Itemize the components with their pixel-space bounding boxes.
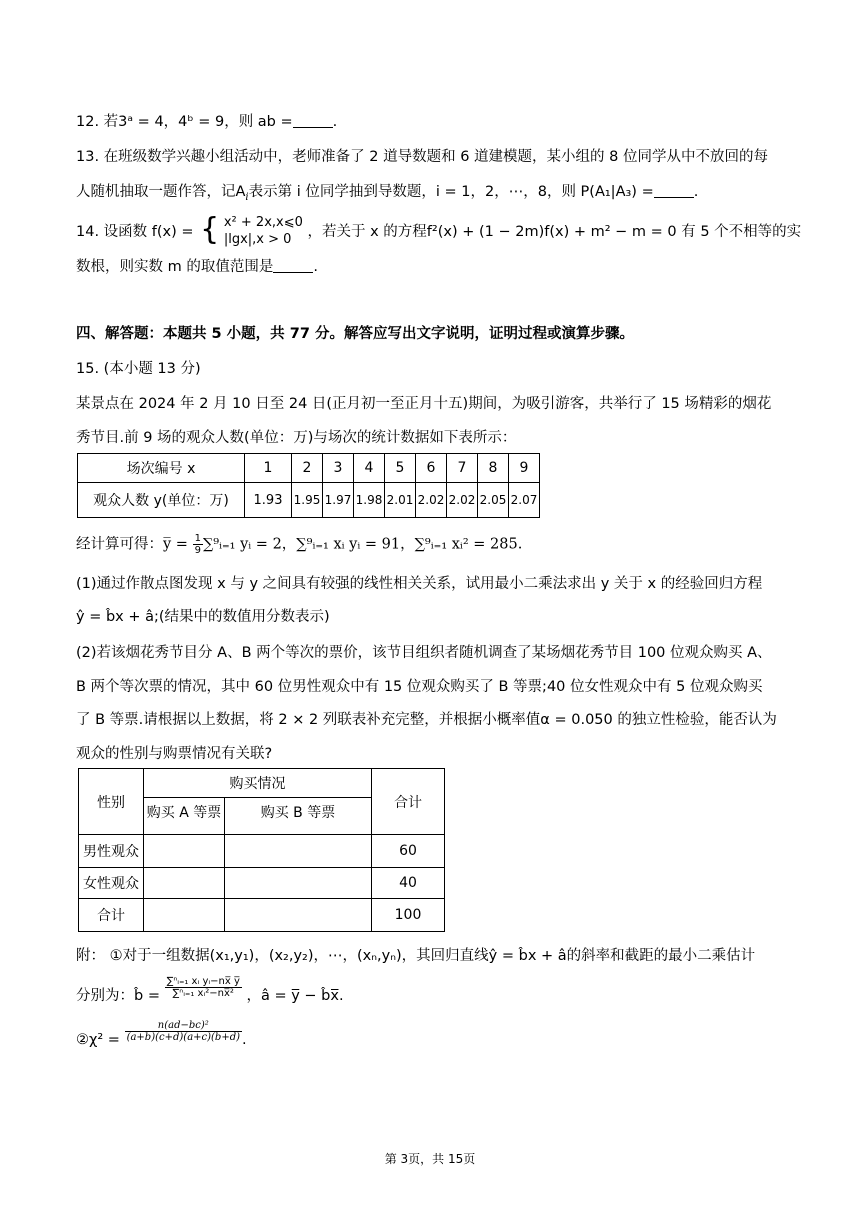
table-row (79, 835, 445, 868)
question-13-line1: 13. 在班级数学兴趣小组活动中，老师准备了 2 道导数题和 6 道建模题，某小组的 8 位同学从中不放回的每 (76, 149, 768, 165)
part2-line4: 观众的性别与购票情况有关联? (76, 746, 273, 762)
answer-blank (654, 183, 694, 198)
table-cell: 2.02 (447, 483, 478, 518)
table-row (78, 454, 540, 483)
table-cell: 9 (509, 454, 540, 483)
fraction-chi: $\frac{\text{n(ad−bc)²}}{(a+b)(c+d)(a+c)(b+d)}$ (126, 1020, 241, 1043)
table-row (79, 769, 445, 798)
computed-values: 经计算可得：y̅ = $\frac{1}{9}$ ∑⁹ᵢ₌₁ yᵢ = 2，∑⁹ᵢ₌₁ xᵢ yᵢ = 91，∑⁹ᵢ₌₁ xᵢ² = 285. (76, 533, 523, 556)
table-cell: 2 (292, 454, 323, 483)
table-cell: 2.05 (478, 483, 509, 518)
table-cell: 性别 (79, 769, 144, 835)
table-cell: 观众人数 y(单位：万) (78, 483, 245, 518)
part1-line2: ŷ = b̂x + â;(结果中的数值用分数表示) (76, 609, 330, 625)
brace: { (200, 212, 220, 247)
question-15-header: 15. (本小题 13 分) (76, 361, 201, 377)
page-footer: 第 3页，共 15页 (384, 1152, 476, 1166)
table-cell: 合计 (79, 899, 144, 932)
question-13-line2: 人随机抽取一题作答，记$A_i$表示第 i 位同学抽到导数题，i = 1，2，⋯，8，则 P(A₁|A₃) = . (76, 184, 699, 203)
appendix-line2: 分别为：b̂ = $\frac{\text{∑ⁿᵢ₌₁ xᵢ yᵢ−nx̅ y̅}}{\text{∑ⁿᵢ₌₁ xᵢ²−nx̅²}}$ ，â = y̅ − b̂x̅. (76, 976, 344, 1004)
question-15-para1: 某景点在 2024 年 2 月 10 日至 24 日(正月初一至正月十五)期间，为吸引游客，共举行了 15 场精彩的烟花 (76, 396, 772, 412)
table-cell: 场次编号 x (78, 454, 245, 483)
table-cell: 2.01 (385, 483, 416, 518)
part2-line3: 了 B 等票.请根据以上数据，将 2 × 2 列联表补充完整，并根据小概率值α = 0.050 的独立性检验，能否认为 (76, 712, 777, 728)
table-cell: 1.97 (323, 483, 354, 518)
table-cell: 8 (478, 454, 509, 483)
table-cell: 合计 (372, 769, 445, 835)
table-cell: 女性观众 (79, 868, 144, 899)
question-12: 12. 若3ᵃ = 4，4ᵇ = 9，则 ab = . (76, 114, 338, 130)
table-row (78, 483, 540, 518)
table-cell: 1 (245, 454, 292, 483)
table-cell: 40 (372, 868, 445, 899)
table-cell: 购买 A 等票 (144, 798, 225, 835)
answer-blank (293, 113, 333, 128)
section-heading: 四、解答题：本题共 5 小题，共 77 分。解答应写出文字说明，证明过程或演算步骤。 (76, 326, 634, 342)
table-cell (225, 899, 372, 932)
appendix-line1: 附： ①对于一组数据(x₁,y₁)，(x₂,y₂)，⋯，(xₙ,yₙ)，其回归直线ŷ = b̂x + â的斜率和截距的最小二乘估计 (76, 948, 756, 964)
data-table (77, 453, 540, 518)
piecewise-case-1: x² + 2x,x⩽0 (223, 215, 303, 230)
table-cell (144, 835, 225, 868)
answer-blank (273, 258, 313, 273)
table-cell (144, 899, 225, 932)
table-cell: 4 (354, 454, 385, 483)
contingency-table (78, 768, 445, 932)
question-15-para2: 秀节目.前 9 场的观众人数(单位：万)与场次的统计数据如下表所示： (76, 430, 517, 446)
table-cell: 1.95 (292, 483, 323, 518)
table-cell: 100 (372, 899, 445, 932)
fraction-b-hat: $\frac{\text{∑ⁿᵢ₌₁ xᵢ yᵢ−nx̅ y̅}}{\text{∑ⁿᵢ₌₁ xᵢ²−nx̅²}}$ (166, 976, 240, 999)
question-14-line1: 14. 设函数 f(x) = { x² + 2x,x⩽0 |lgx|,x > 0 ，若关于 x 的方程f²(x) + (1 − 2m)f(x) + m² − m = 0 有 5 个不相等的实 (76, 212, 802, 247)
table-cell: 购买 B 等票 (225, 798, 372, 835)
chi-square-formula: ②χ² = $\frac{\text{n(ad−bc)²}}{(a+b)(c+d)(a+c)(b+d)}$ . (76, 1020, 247, 1048)
table-cell: 7 (447, 454, 478, 483)
part2-line1: (2)若该烟花秀节目分 A、B 两个等次的票价，该节目组织者随机调查了某场烟花秀节目 100 位观众购买 A、 (76, 645, 772, 661)
table-row (79, 899, 445, 932)
table-cell: 6 (416, 454, 447, 483)
table-cell (225, 835, 372, 868)
table-cell (225, 868, 372, 899)
table-cell: 60 (372, 835, 445, 868)
part1-line1: (1)通过作散点图发现 x 与 y 之间具有较强的线性相关关系，试用最小二乘法求出 y 关于 x 的经验回归方程 (76, 576, 763, 592)
question-14-line2: 数根，则实数 m 的取值范围是 . (76, 259, 318, 275)
table-cell: 1.98 (354, 483, 385, 518)
table-cell (144, 868, 225, 899)
table-cell: 3 (323, 454, 354, 483)
table-cell: 男性观众 (79, 835, 144, 868)
piecewise-case-2: |lgx|,x > 0 (223, 232, 292, 247)
table-cell: 2.02 (416, 483, 447, 518)
table-row (79, 868, 445, 899)
table-cell: 5 (385, 454, 416, 483)
table-cell: 2.07 (509, 483, 540, 518)
fraction: $\frac{1}{9}$ (194, 533, 201, 556)
part2-line2: B 两个等次票的情况，其中 60 位男性观众中有 15 位观众购买了 B 等票;40 位女性观众中有 5 位观众购买 (76, 679, 763, 695)
table-cell: 购买情况 (144, 769, 372, 798)
table-cell: 1.93 (245, 483, 292, 518)
